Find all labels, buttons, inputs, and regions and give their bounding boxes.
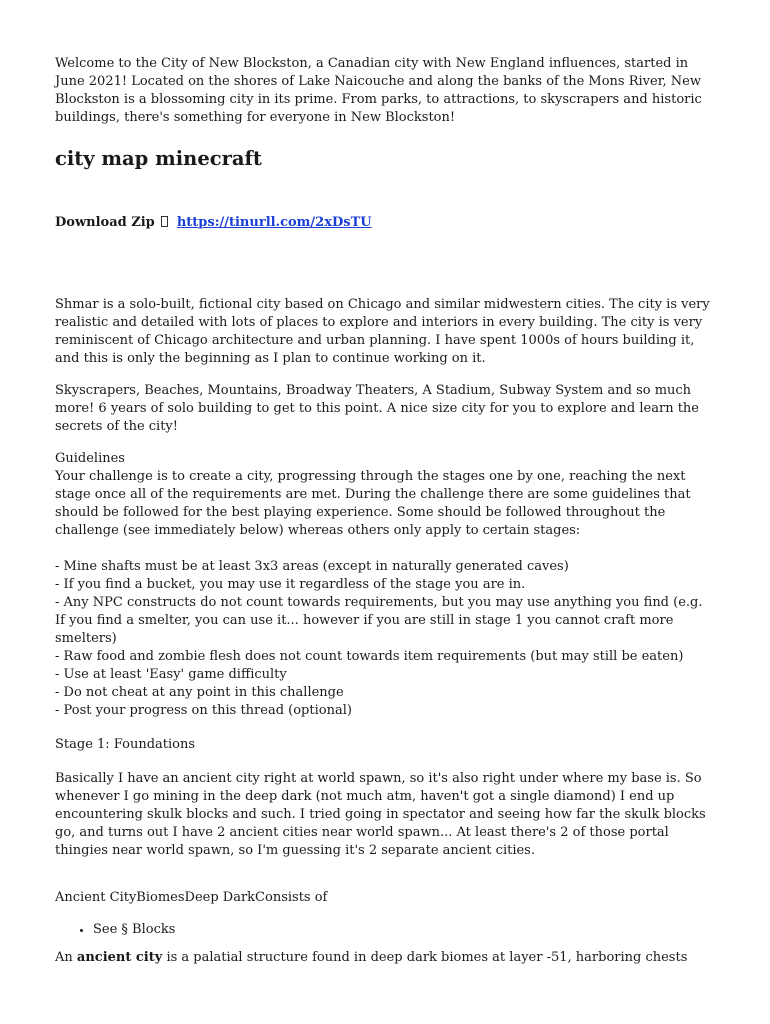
- rule-item: - Mine shafts must be at least 3x3 areas (except in naturally generated caves): [55, 559, 569, 574]
- definition-suffix: is a palatial structure found in deep dark biomes at layer -51, harboring chests: [162, 950, 688, 965]
- consists-line: Ancient CityBiomesDeep DarkConsists of: [55, 890, 328, 905]
- rules-list: [55, 558, 715, 720]
- shmar-paragraph: Shmar is a solo-built, fictional city based on Chicago and similar midwestern cities. The city is very realistic and detailed with lots of places to explore and interiors in every building. The city is very reminiscent of Chicago architecture and urban planning. I have spent 1000s of hours building it, and this is only the beginning as I plan to continue working on it.: [55, 297, 710, 366]
- ancient-city-paragraph: Basically I have an ancient city right at world spawn, so it's also right under where my base is. So whenever I go mining in the deep dark (not much atm, haven't got a single diamond) I end up encountering skulk blocks and such. I tried going in spectator and seeing how far the skulk blocks go, and turns out I have 2 ancient cities near world spawn... At least there's 2 of those portal thingies near world spawn, so I'm guessing it's 2 separate ancient cities.: [55, 771, 706, 858]
- list-item: • See § Blocks: [93, 921, 715, 939]
- guidelines-section: [55, 450, 715, 540]
- rule-item: - Post your progress on this thread (optional): [55, 703, 352, 718]
- definition-term: ancient city: [76, 950, 163, 965]
- stage-heading: Stage 1: Foundations: [55, 737, 196, 752]
- page-title: city map minecraft: [55, 147, 262, 170]
- definition-prefix: An: [55, 950, 77, 965]
- guidelines-text: Your challenge is to create a city, progressing through the stages one by one, reaching the next stage once all of the requirements are met. During the challenge there are some guidelines that should be followed for the best playing experience. Some should be followed throughout the challenge (see immediately below) whereas others only apply to certain stages:: [55, 469, 691, 538]
- rule-item: - Do not cheat at any point in this challenge: [55, 685, 344, 700]
- rule-item: - Raw food and zombie flesh does not count towards item requirements (but may still be eaten): [55, 649, 684, 664]
- download-label: Download Zip: [55, 215, 155, 230]
- ancient-city-definition: [55, 949, 715, 967]
- rule-item: - Any NPC constructs do not count towards requirements, but you may use anything you find (e.g. If you find a smelter, you can use it... however if you are still in stage 1 you cannot craft more smelters): [55, 595, 703, 646]
- blocks-list: [55, 921, 715, 939]
- download-line: [55, 214, 715, 232]
- rule-item: - If you find a bucket, you may use it regardless of the stage you are in.: [55, 577, 526, 592]
- rule-item: - Use at least 'Easy' game difficulty: [55, 667, 287, 682]
- intro-paragraph: Welcome to the City of New Blockston, a Canadian city with New England influences, started in June 2021! Located on the shores of Lake Naicouche and along the banks of the Mons River, New Blockston is a blossoming city in its prime. From parks, to attractions, to skyscrapers and historic buildings, there's something for everyone in New Blockston!: [55, 56, 702, 125]
- guidelines-heading: Guidelines: [55, 451, 125, 466]
- skyscrapers-paragraph: Skyscrapers, Beaches, Mountains, Broadway Theaters, A Stadium, Subway System and so much more! 6 years of solo building to get to this point. A nice size city for you to explore and learn the secrets of the city!: [55, 383, 699, 434]
- missing-glyph-icon: [161, 216, 168, 227]
- download-link[interactable]: https://tinurll.com/2xDsTU: [176, 215, 372, 230]
